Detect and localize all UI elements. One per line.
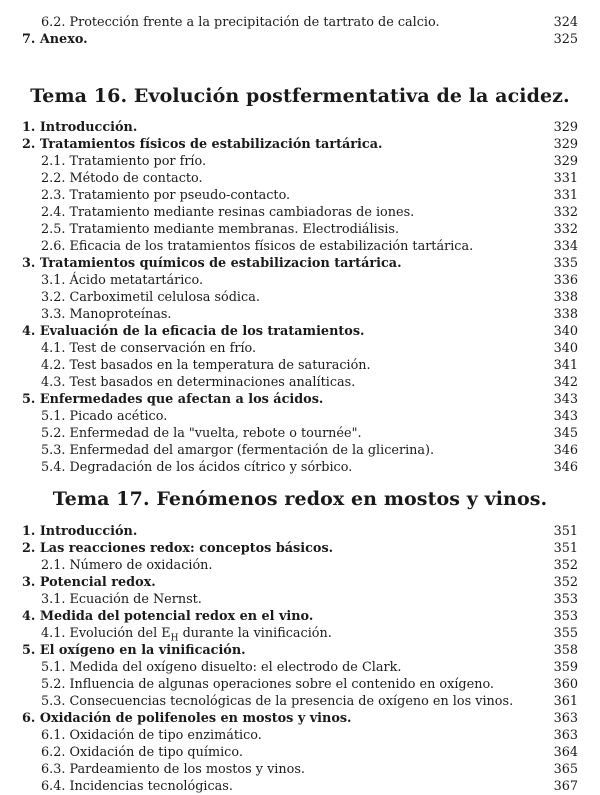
toc-entry-label: 5.3. Consecuencias tecnológicas de la presencia de oxígeno en los vinos. xyxy=(41,694,514,709)
toc-entry-page: 355 xyxy=(553,626,578,641)
toc-entry-label: 3.3. Manoproteínas. xyxy=(41,307,172,322)
toc-entry-label: 6.4. Incidencias tecnológicas. xyxy=(41,779,233,794)
toc-entry-page: 329 xyxy=(553,137,578,152)
toc-entry-label: 4. Medida del potencial redox en el vino. xyxy=(22,609,314,624)
toc-entry-label: 4.2. Test basados en la temperatura de saturación. xyxy=(41,358,371,373)
toc-entry xyxy=(22,676,578,693)
toc-entry-label: 3.1. Ácido metatartárico. xyxy=(41,273,204,288)
chapter-title: Tema 17. Fenómenos redox en mostos y vinos. xyxy=(52,488,548,510)
toc-entry-label: 1. Introducción. xyxy=(22,524,138,539)
toc-entry-page: 340 xyxy=(553,341,578,356)
toc-entry-page: 324 xyxy=(553,15,578,30)
toc-entry-label: 2.5. Tratamiento mediante membranas. Electrodiálisis. xyxy=(41,222,400,237)
toc-entry xyxy=(22,408,578,425)
toc-entry-page: 334 xyxy=(553,239,578,254)
toc-entry-label: 2.3. Tratamiento por pseudo-contacto. xyxy=(41,188,291,203)
toc-entry-page: 325 xyxy=(553,32,578,47)
toc-entry-page: 329 xyxy=(553,154,578,169)
toc-entry-label: 2.2. Método de contacto. xyxy=(41,171,203,186)
toc-entry-label: 3.2. Carboximetil celulosa sódica. xyxy=(41,290,260,305)
toc-entry xyxy=(22,204,578,221)
toc-entry xyxy=(22,374,578,391)
toc-entry-page: 340 xyxy=(553,324,578,339)
toc-entry-page: 365 xyxy=(553,762,578,777)
toc-entry-label: 3. Tratamientos químicos de estabilizacion tartárica. xyxy=(22,256,402,271)
toc-entry-label: 3. Potencial redox. xyxy=(22,575,156,590)
toc-entry-page: 335 xyxy=(553,256,578,271)
toc-entry-page: 352 xyxy=(553,575,578,590)
toc-entry-label: 4.1. Evolución del $E_H$ durante la vinificación. xyxy=(41,626,332,644)
toc-entry xyxy=(22,238,578,255)
toc-entry-page: 352 xyxy=(553,558,578,573)
toc-entry-label: 6. Oxidación de polifenoles en mostos y vinos. xyxy=(22,711,352,726)
toc-entry xyxy=(22,591,578,608)
toc-entry-page: 361 xyxy=(553,694,578,709)
toc-entry xyxy=(22,255,578,272)
toc-entry-label: 2.1. Tratamiento por frío. xyxy=(41,154,207,169)
toc-entry-label: 2. Tratamientos físicos de estabilización tartárica. xyxy=(22,137,383,152)
toc-entry-page: 329 xyxy=(553,120,578,135)
toc-entry xyxy=(22,136,578,153)
toc-entry-page: 353 xyxy=(553,609,578,624)
toc-entry xyxy=(22,306,578,323)
toc-entry xyxy=(22,31,578,48)
toc-entry xyxy=(22,523,578,540)
toc-entry xyxy=(22,659,578,676)
toc-entry-page: 346 xyxy=(553,443,578,458)
toc-entry xyxy=(22,221,578,238)
toc-entry-label: 2.1. Número de oxidación. xyxy=(41,558,213,573)
toc-entry xyxy=(22,391,578,408)
toc-entry-label: 1. Introducción. xyxy=(22,120,138,135)
toc-entry-page: 343 xyxy=(553,392,578,407)
toc-entry xyxy=(22,727,578,744)
toc-entry xyxy=(22,459,578,476)
toc-entry-page: 338 xyxy=(553,290,578,305)
toc-entry-label: 6.3. Pardeamiento de los mostos y vinos. xyxy=(41,762,305,777)
chapter-title: Tema 16. Evolución postfermentativa de la acidez. xyxy=(30,85,570,107)
toc-entry-page: 341 xyxy=(553,358,578,373)
toc-entry-label: 5.2. Enfermedad de la "vuelta, rebote o tournée". xyxy=(41,426,362,441)
toc-entry-page: 353 xyxy=(553,592,578,607)
toc-entry-label: 5. Enfermedades que afectan a los ácidos. xyxy=(22,392,324,407)
toc-entry-label: 6.2. Protección frente a la precipitación de tartrato de calcio. xyxy=(41,15,440,30)
toc-entry-label: 5. El oxígeno en la vinificación. xyxy=(22,643,246,658)
toc-entry xyxy=(22,272,578,289)
toc-entry-label: 2. Las reacciones redox: conceptos básicos. xyxy=(22,541,334,556)
toc-entry xyxy=(22,608,578,625)
toc-entry xyxy=(22,340,578,357)
toc-entry-page: 351 xyxy=(553,524,578,539)
toc-entry-page: 363 xyxy=(553,728,578,743)
toc-entry xyxy=(22,693,578,710)
toc-entry-label: 4.1. Test de conservación en frío. xyxy=(41,341,257,356)
toc-entry-label: 2.4. Tratamiento mediante resinas cambiadoras de iones. xyxy=(41,205,415,220)
toc-entry-label: 3.1. Ecuación de Nernst. xyxy=(41,592,202,607)
toc-entry-page: 363 xyxy=(553,711,578,726)
toc-entry-label: 5.3. Enfermedad del amargor (fermentación de la glicerina). xyxy=(41,443,435,458)
toc-entry-label: 5.1. Medida del oxígeno disuelto: el electrodo de Clark. xyxy=(41,660,402,675)
toc-entry xyxy=(22,357,578,374)
toc-entry xyxy=(22,425,578,442)
toc-entry xyxy=(22,744,578,761)
toc-entry xyxy=(22,153,578,170)
toc-entry xyxy=(22,170,578,187)
toc-entry-page: 336 xyxy=(553,273,578,288)
toc-entry-label: 7. Anexo. xyxy=(22,32,88,47)
toc-entry-label: 6.1. Oxidación de tipo enzimático. xyxy=(41,728,262,743)
toc-entry-page: 343 xyxy=(553,409,578,424)
toc-entry-page: 332 xyxy=(553,205,578,220)
toc-entry xyxy=(22,323,578,340)
toc-entry-page: 346 xyxy=(553,460,578,475)
toc-entry-page: 345 xyxy=(553,426,578,441)
toc-entry-page: 360 xyxy=(553,677,578,692)
toc-entry-page: 359 xyxy=(553,660,578,675)
toc-entry xyxy=(22,778,578,795)
toc-entry xyxy=(22,642,578,659)
toc-entry-page: 331 xyxy=(553,171,578,186)
toc-entry xyxy=(22,289,578,306)
toc-entry-page: 364 xyxy=(553,745,578,760)
toc-entry-label: 5.4. Degradación de los ácidos cítrico y sórbico. xyxy=(41,460,353,475)
toc-entry xyxy=(22,557,578,574)
toc-entry-page: 338 xyxy=(553,307,578,322)
toc-entry-label: 2.6. Eficacia de los tratamientos físicos de estabilización tartárica. xyxy=(41,239,474,254)
toc-entry-label: 4.3. Test basados en determinaciones analíticas. xyxy=(41,375,356,390)
toc-entry xyxy=(22,574,578,591)
toc-entry-page: 367 xyxy=(553,779,578,794)
toc-entry xyxy=(22,442,578,459)
toc-entry-page: 358 xyxy=(553,643,578,658)
toc-entry-label: 5.1. Picado acético. xyxy=(41,409,168,424)
toc-entry xyxy=(22,625,578,642)
toc-entry xyxy=(22,761,578,778)
toc-entry-page: 351 xyxy=(553,541,578,556)
toc-entry xyxy=(22,540,578,557)
toc-entry-page: 342 xyxy=(553,375,578,390)
toc-entry xyxy=(22,710,578,727)
toc-entry-page: 332 xyxy=(553,222,578,237)
toc-entry-label: 4. Evaluación de la eficacia de los tratamientos. xyxy=(22,324,365,339)
toc-entry xyxy=(22,119,578,136)
toc-entry xyxy=(22,14,578,31)
toc-entry-label: 6.2. Oxidación de tipo químico. xyxy=(41,745,243,760)
toc-entry xyxy=(22,187,578,204)
toc-entry-label: 5.2. Influencia de algunas operaciones sobre el contenido en oxígeno. xyxy=(41,677,494,692)
toc-entry-page: 331 xyxy=(553,188,578,203)
